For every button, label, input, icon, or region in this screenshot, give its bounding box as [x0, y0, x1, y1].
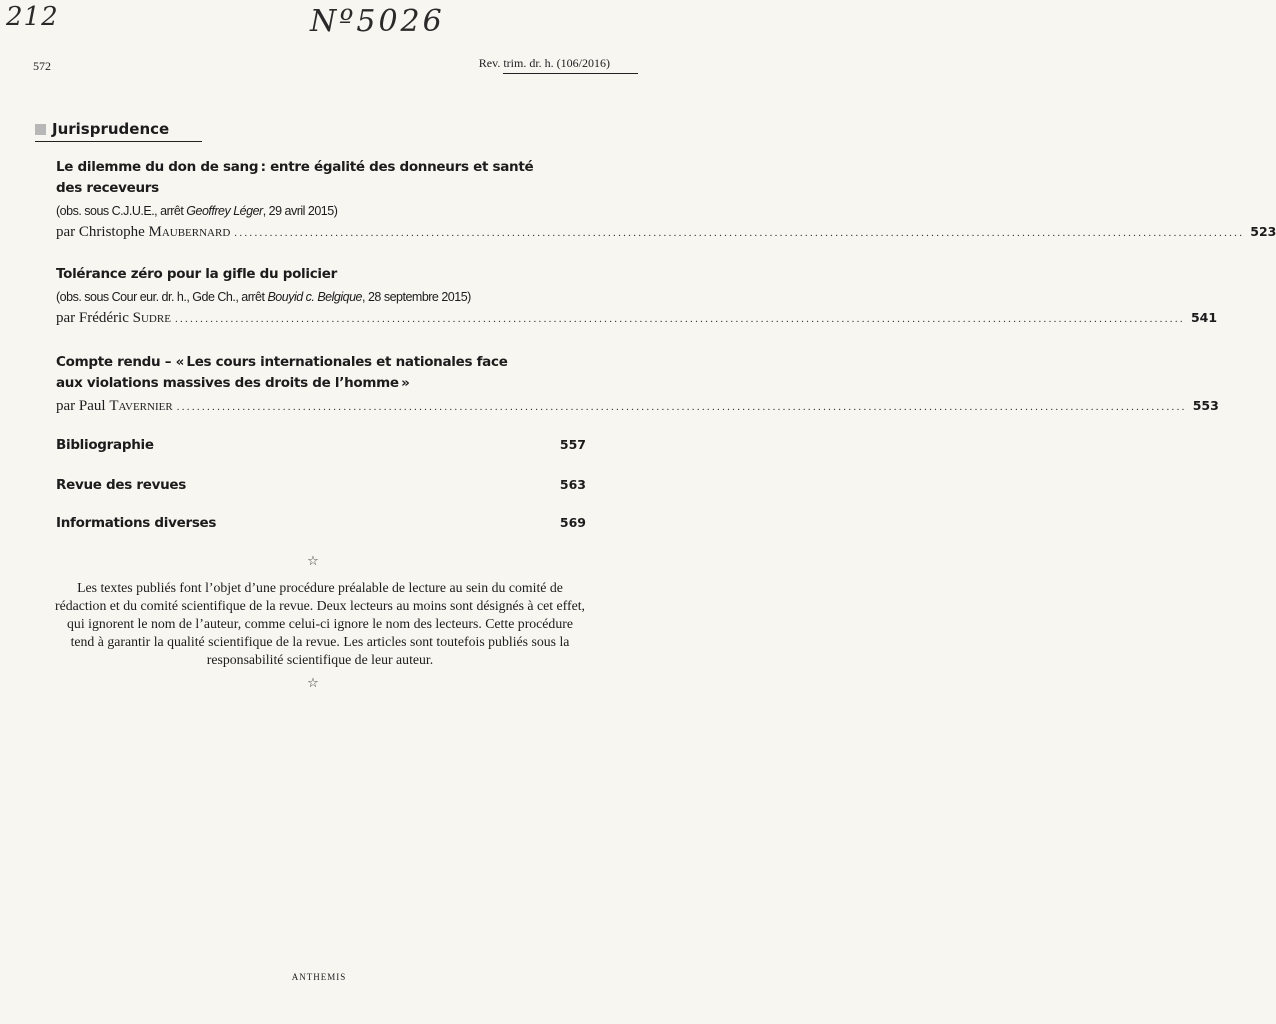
- page-number: 572: [33, 59, 51, 73]
- toc-entry-simple: [56, 513, 586, 534]
- square-bullet-icon: [35, 124, 46, 135]
- entry-title-line: des receveurs: [56, 180, 159, 196]
- page-reference: 541: [1190, 310, 1218, 325]
- section-heading-text: Jurisprudence: [52, 120, 170, 138]
- page-reference: 569: [559, 515, 586, 530]
- journal-reference: Rev. trim. dr. h. (106/2016): [478, 56, 610, 70]
- toc-entry: [56, 352, 1219, 417]
- page-reference: 553: [1192, 398, 1219, 413]
- entry-note: (obs. sous Cour eur. dr. h., Gde Ch., arrêt Bouyid c. Belgique, 28 septembre 2015): [56, 290, 471, 304]
- author-line: [56, 308, 1218, 329]
- entry-title-line: Compte rendu – « Les cours internationales et nationales face: [56, 354, 508, 370]
- toc-entry-simple: [56, 475, 586, 496]
- author-name: par Christophe Maubernard: [56, 224, 231, 240]
- toc-entry: [56, 157, 1276, 243]
- handwritten-note-top: Nº5026: [310, 4, 445, 39]
- page-reference: 523: [1250, 224, 1276, 239]
- entry-title-line: Tolérance zéro pour la gifle du policier: [56, 266, 337, 282]
- toc-entry-simple: [56, 435, 586, 456]
- dot-leader: ........................................................................................................................................................................................................: [176, 401, 1187, 413]
- entry-title: Informations diverses: [56, 515, 217, 531]
- section-heading: [35, 120, 202, 142]
- entry-title-line: Le dilemme du don de sang : entre égalité des donneurs et santé: [56, 159, 534, 175]
- editorial-notice: Les textes publiés font l’objet d’une procédure préalable de lecture au sein du comité de rédaction et du comité scientifique de la revue. Deux lecteurs au moins sont désignés à cet effet, qui ignorent le nom de l’auteur, comme celui-ci ignore le nom des lecteurs. Cette procédure tend à garantir la qualité scientifique de la revue. Les articles sont toutefois publiés sous la responsabilité scientifique de leur auteur.: [55, 580, 585, 667]
- page-reference: 557: [559, 437, 586, 452]
- author-name: par Paul Tavernier: [56, 398, 173, 414]
- header-rule: [503, 73, 638, 74]
- entry-title: Revue des revues: [56, 477, 186, 493]
- entry-note: (obs. sous C.J.U.E., arrêt Geoffrey Léger, 29 avril 2015): [56, 204, 338, 218]
- publisher-footer: ANTHEMIS: [291, 972, 347, 982]
- handwritten-note-left: 212: [6, 2, 59, 32]
- dot-leader: ........................................................................................................................................................................................................: [234, 227, 1245, 239]
- star-icon: ☆: [307, 554, 319, 569]
- dot-leader: ........................................................................................................................................................................................................: [174, 313, 1185, 325]
- author-line: [56, 222, 1276, 243]
- page-reference: 563: [559, 477, 586, 492]
- entry-title: Bibliographie: [56, 437, 154, 453]
- star-icon: ☆: [307, 676, 319, 691]
- author-line: [56, 396, 1219, 417]
- entry-title-line: aux violations massives des droits de l’homme »: [56, 375, 410, 391]
- toc-entry: [56, 264, 1218, 329]
- running-head: [33, 56, 638, 76]
- author-name: par Frédéric Sudre: [56, 310, 171, 326]
